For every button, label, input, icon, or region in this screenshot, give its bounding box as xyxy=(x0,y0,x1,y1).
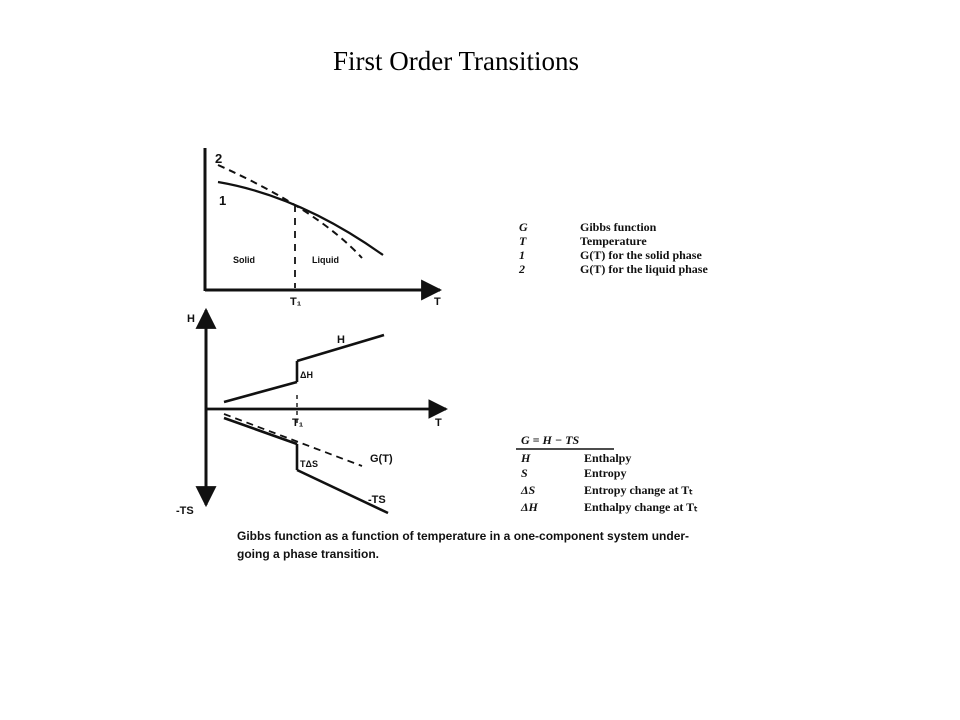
solid-curve-1 xyxy=(218,182,383,255)
gibbs-equation: G = H − TS xyxy=(521,433,580,447)
solid-label: Solid xyxy=(233,255,255,265)
legend-symbol: S xyxy=(521,466,528,480)
figure-caption-line-1: Gibbs function as a function of temperature in a one-component system under- xyxy=(237,529,690,543)
page-title: First Order Transitions xyxy=(332,46,580,76)
g-curve-label: G(T) xyxy=(370,453,393,465)
bottom-t1-label: T₁ xyxy=(292,417,304,429)
legend-top xyxy=(518,220,708,276)
legend-symbol: G xyxy=(519,220,528,234)
enthalpy-entropy-diagram xyxy=(176,310,446,517)
legend-symbol: H xyxy=(521,451,531,465)
legend-symbol: 2 xyxy=(519,262,525,276)
bottom-x-axis-label: T xyxy=(435,417,442,429)
y-axis-h-label: H xyxy=(187,313,195,325)
ts-curve-label: -TS xyxy=(368,494,386,506)
legend-symbol: ΔH xyxy=(521,500,538,514)
figure-caption-line-2: going a phase transition. xyxy=(237,547,380,561)
ts-line-solid xyxy=(224,418,297,444)
liquid-label: Liquid xyxy=(312,255,339,265)
liquid-curve-2 xyxy=(218,165,362,258)
legend-symbol: 1 xyxy=(519,248,525,262)
legend-text: Gibbs function xyxy=(580,220,657,234)
enthalpy-line-solid xyxy=(224,382,297,402)
legend-text: Enthalpy xyxy=(584,451,632,465)
legend-symbol: T xyxy=(519,234,527,248)
legend-text: Entropy xyxy=(584,466,627,480)
h-curve-label: H xyxy=(337,334,345,346)
curve-1-label: 1 xyxy=(219,193,227,208)
legend-symbol: ΔS xyxy=(521,483,536,497)
legend-text: Enthalpy change at Tₜ xyxy=(584,500,698,514)
top-x-axis-label: T xyxy=(434,296,441,308)
legend-text: Temperature xyxy=(580,234,647,248)
legend-text: Entropy change at Tₜ xyxy=(584,483,693,497)
legend-text: G(T) for the solid phase xyxy=(580,248,702,262)
y-axis-ts-label: -TS xyxy=(176,505,194,517)
legend-text: G(T) for the liquid phase xyxy=(580,262,708,276)
top-t1-label: T₁ xyxy=(290,296,302,308)
gibbs-solid-liquid-diagram xyxy=(205,148,441,308)
legend-bottom xyxy=(516,433,698,514)
curve-2-label: 2 xyxy=(215,151,223,166)
ts-line-liquid xyxy=(297,470,388,513)
delta-h-label: ΔH xyxy=(300,370,313,380)
t-delta-s-label: TΔS xyxy=(300,459,318,469)
